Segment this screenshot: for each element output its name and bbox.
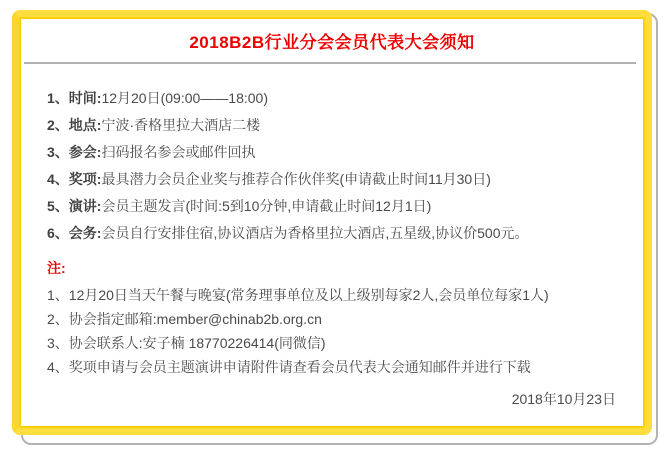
notice-item-attendance: [47, 139, 625, 166]
notice-item-list: [47, 85, 625, 247]
item-label: 4、奖项:: [47, 171, 102, 187]
item-text: 最具潜力会员企业奖与推荐合作伙伴奖(申请截止时间11月30日): [101, 171, 491, 187]
note-item-email: 2、协会指定邮箱:member@chinab2b.org.cn: [47, 311, 322, 327]
item-label: 2、地点:: [47, 117, 102, 133]
notice-item-location: [47, 112, 625, 139]
note-heading: 注:: [47, 260, 66, 276]
item-text: 12月20日(09:00——18:00): [101, 90, 268, 106]
title-divider: [24, 62, 636, 64]
item-text: 宁波·香格里拉大酒店二楼: [101, 117, 261, 133]
notice-item-logistics: [47, 220, 625, 247]
notice-card-content: [19, 17, 645, 428]
note-item-meals: 1、12月20日当天午餐与晚宴(常务理事单位及以上级别每家2人,会员单位每家1人): [47, 287, 549, 303]
item-text: 扫码报名参会或邮件回执: [101, 144, 256, 160]
item-label: 3、参会:: [47, 144, 102, 160]
item-label: 5、演讲:: [47, 198, 102, 214]
item-text: 会员主题发言(时间:5到10分钟,申请截止时间12月1日): [101, 198, 432, 214]
item-label: 6、会务:: [47, 225, 102, 241]
item-text: 会员自行安排住宿,协议酒店为香格里拉大酒店,五星级,协议价500元。: [101, 225, 529, 241]
notice-item-time: [47, 85, 625, 112]
note-item-attachments: 4、奖项申请与会员主题演讲申请附件请查看会员代表大会通知邮件并进行下载: [47, 359, 531, 375]
notice-card: [12, 10, 652, 435]
notice-item-speech: [47, 193, 625, 220]
note-list: [47, 283, 625, 379]
item-label: 1、时间:: [47, 90, 102, 106]
notice-date: 2018年10月23日: [511, 391, 616, 407]
notice-title: 2018B2B行业分会会员代表大会须知: [189, 33, 475, 52]
notice-item-awards: [47, 166, 625, 193]
note-item-contact: 3、协会联系人:安子楠 18770226414(同微信): [47, 335, 326, 351]
